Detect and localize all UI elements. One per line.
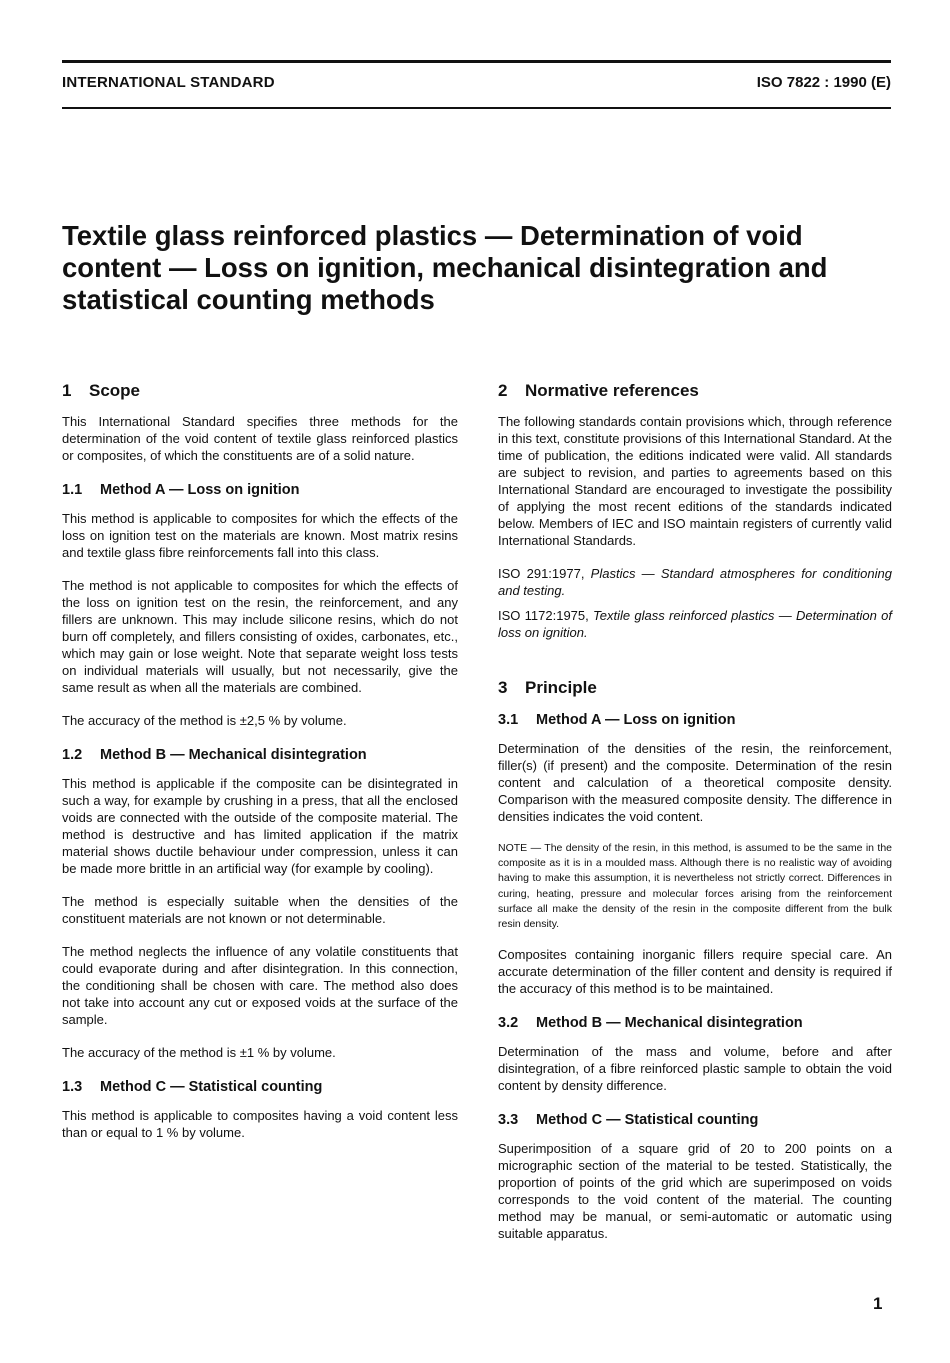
section-principle-heading <box>498 677 892 699</box>
paragraph: The accuracy of the method is ±1 % by volume. <box>62 1045 336 1060</box>
subsection-title: Method A — Loss on ignition <box>100 482 300 498</box>
document-title: Textile glass reinforced plastics — Determination of void content — Loss on ignition, mechanical disintegration and statistical counting methods <box>62 220 828 315</box>
subsection-title: Method C — Statistical counting <box>536 1112 759 1129</box>
paragraph: Superimposition of a square grid of 20 to 200 points on a micrographic section of the material to be tested. Statistically, the proportion of points of the grid which are superimposed on voids corresponds to the void content of the material. The counting method may be manual, or semi-automatic or automatic using suitable apparatus. <box>498 1141 892 1242</box>
paragraph: The method is especially suitable when the densities of the constituent materials are not known or not determinable. <box>62 894 458 926</box>
paragraph: The accuracy of the method is ±2,5 % by volume. <box>62 713 347 728</box>
paragraph: This method is applicable to composites for which the effects of the loss on ignition test on the materials are known. Most matrix resins and textile glass fibre reinforcements fall into this class. <box>62 511 458 560</box>
scope-intro: This International Standard specifies three methods for the determination of the void content of textile glass reinforced plastics or composites, of which the constituents are of a solid nature. <box>62 414 458 463</box>
subsection-3-3-heading <box>498 1110 892 1130</box>
paragraph: Composites containing inorganic fillers require special care. An accurate determination of the filler content and density is required if the accuracy of this method is to be maintained. <box>498 947 892 997</box>
paragraph: This method is applicable to composites having a void content less than or equal to 1 % by volume. <box>62 1108 458 1140</box>
subsection-3-2-heading <box>498 1013 892 1033</box>
top-rule <box>62 60 891 63</box>
reference-code: ISO 1172:1975, <box>498 608 589 623</box>
paragraph: Determination of the densities of the resin, the reinforcement, filler(s) (if present) and the composite. Determination of the resin content and calculation of a theoretical composite density. Comparison with the measured composite density. The difference in densities indicates the void content. <box>498 741 892 824</box>
paragraph: Determination of the mass and volume, before and after disintegration, of a fibre reinforced plastic sample to obtain the void content by density difference. <box>498 1044 892 1094</box>
subsection-number: 3.3 <box>498 1112 519 1129</box>
left-column <box>62 380 458 1157</box>
section-number: 3 <box>498 678 508 697</box>
reference-title: Plastics — Standard atmospheres for conditioning and testing. <box>498 566 892 598</box>
paragraph: This method is applicable if the composite can be disintegrated in such a way, for example by crushing in a press, that all the enclosed voids are connected with the outside of the composite material. The method is destructive and has limited application if the matrix material shows ductile behaviour under compression, unless it can be made more brittle in an artificial way (for example by cooling). <box>62 776 458 876</box>
reference-item <box>498 565 892 599</box>
subsection-title: Method B — Mechanical disintegration <box>536 1015 803 1032</box>
reference-code: ISO 291:1977, <box>498 566 585 581</box>
subsection-1-2-heading <box>62 745 458 765</box>
reference-item <box>498 607 892 641</box>
subsection-number: 1.1 <box>62 482 83 498</box>
header-standard-label: INTERNATIONAL STANDARD <box>62 74 275 91</box>
paragraph: The method is not applicable to composites for which the effects of the loss on ignition test on the resin, the reinforcement, and any fillers are unknown. This may include silicone resins, which do not burn off completely, and fillers consisting of oxides, carbonates, etc., which may gain or lose weight. Note that separate weight loss tests on individual materials will usually, but not necessarily, give the same result as when all the materials are combined. <box>62 578 458 695</box>
subsection-3-1-heading <box>498 710 892 730</box>
subsection-number: 1.2 <box>62 747 83 763</box>
section-title: Normative references <box>525 381 699 400</box>
right-column <box>498 380 892 1258</box>
header-rule <box>62 107 891 109</box>
section-normative-heading <box>498 380 892 402</box>
section-title: Scope <box>89 381 141 400</box>
reference-title: Textile glass reinforced plastics — Determination of loss on ignition. <box>498 608 892 640</box>
subsection-number: 1.3 <box>62 1079 83 1095</box>
subsection-title: Method C — Statistical counting <box>100 1079 323 1095</box>
page-number: 1 <box>873 1294 883 1313</box>
note: NOTE — The density of the resin, in this method, is assumed to be the same in the composite as it is in a moulded mass. Although there is no realistic way of avoiding having to make this assumption, it is nevertheless not strictly correct. Differences in curing, heating, pressure and molecular forces arising from the reinforcement surface all make the density of the resin in the composite different from the bulk resin density. <box>498 842 892 931</box>
subsection-title: Method B — Mechanical disintegration <box>100 747 367 763</box>
subsection-1-3-heading <box>62 1077 458 1097</box>
header-document-code: ISO 7822 : 1990 (E) <box>756 74 891 91</box>
section-title: Principle <box>525 678 597 697</box>
section-scope-heading <box>62 380 458 402</box>
subsection-1-1-heading <box>62 480 458 500</box>
section-number: 1 <box>62 381 72 400</box>
section-number: 2 <box>498 381 508 400</box>
subsection-title: Method A — Loss on ignition <box>536 712 736 728</box>
subsection-number: 3.1 <box>498 712 519 728</box>
normative-intro: The following standards contain provisions which, through reference in this text, constitute provisions of this International Standard. At the time of publication, the editions indicated were valid. All standards are subject to revision, and parties to agreements based on this International Standard are encouraged to investigate the possibility of applying the most recent editions of the standards indicated below. Members of IEC and ISO maintain registers of currently valid International Standards. <box>498 414 892 548</box>
paragraph: The method neglects the influence of any volatile constituents that could evaporate during and after disintegration. In this connection, the conditioning shall be chosen with care. The method also does not take into account any cut or exposed voids at the surface of the sample. <box>62 944 458 1027</box>
subsection-number: 3.2 <box>498 1015 519 1032</box>
